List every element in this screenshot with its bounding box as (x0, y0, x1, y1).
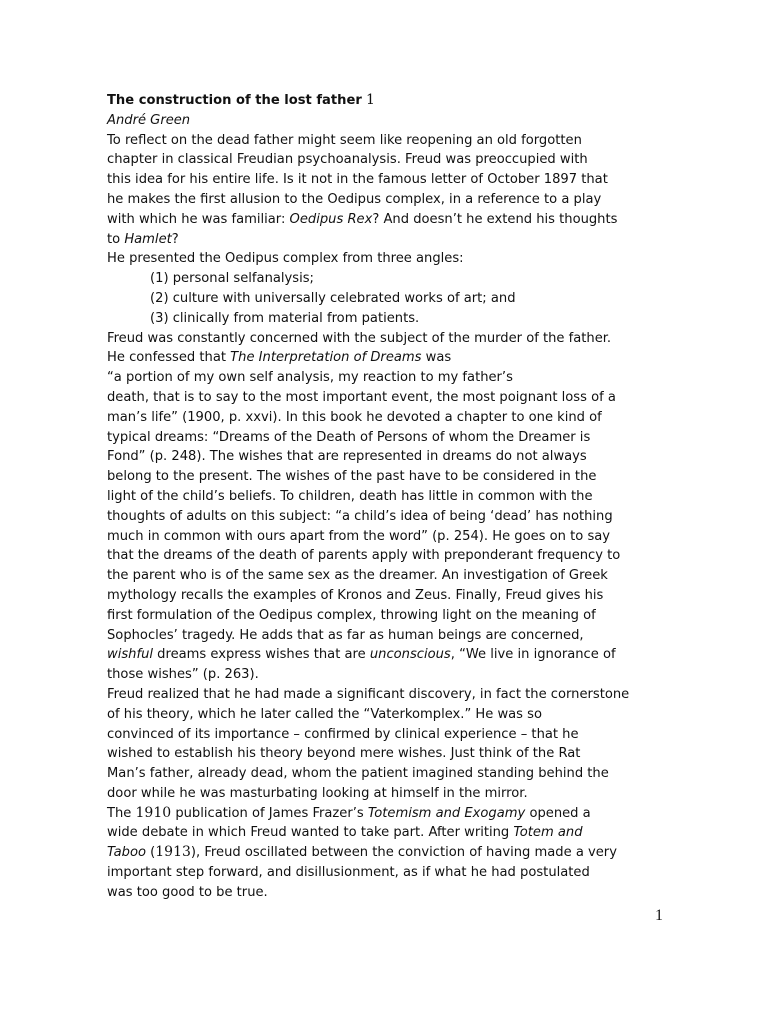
text-segment: 1913 (155, 844, 191, 861)
text-line (107, 527, 627, 547)
text-segment: (3) clinically from material from patients. (150, 310, 420, 326)
text-segment: thoughts of adults on this subject: “a child’s idea of being ‘dead’ has nothing (107, 508, 613, 524)
italic-text: unconscious (369, 647, 451, 663)
text-segment: he makes the first allusion to the Oedipus complex, in a reference to a play (107, 191, 602, 207)
text-segment: ), Freud oscillated between the conviction of having made a very (190, 845, 617, 861)
text-line (107, 428, 627, 448)
text-line (107, 368, 627, 388)
italic-text: wishful (107, 647, 154, 663)
text-segment: the parent who is of the same sex as the dreamer. An investigation of Greek (107, 568, 608, 584)
text-segment: death, that is to say to the most important event, the most poignant loss of a (107, 389, 616, 405)
text-segment: To reflect on the dead father might seem like reopening an old forgotten (107, 132, 582, 148)
author-name: André Green (107, 112, 191, 128)
text-line (107, 131, 627, 151)
text-segment: that the dreams of the death of parents apply with preponderant frequency to (107, 548, 621, 564)
text-segment: of his theory, which he later called the “Vaterkomplex.” He was so (107, 706, 543, 722)
text-line (107, 487, 627, 507)
text-line (107, 348, 627, 368)
text-segment: important step forward, and disillusionment, as if what he had postulated (107, 865, 590, 881)
document-title: The construction of the lost father (107, 93, 362, 108)
text-segment: those wishes” (p. 263). (107, 667, 259, 683)
text-segment: convinced of its importance – confirmed by clinical experience – that he (107, 726, 579, 742)
text-line (107, 883, 627, 903)
text-line (107, 804, 627, 824)
text-segment: publication of James Frazer’s (171, 805, 368, 821)
italic-text: Totem and (513, 825, 583, 841)
text-segment: opened a (525, 805, 591, 821)
text-line (107, 329, 627, 349)
text-segment: (1) personal selfanalysis; (150, 271, 314, 287)
text-line (107, 566, 627, 586)
text-line (107, 249, 627, 269)
italic-text: The Interpretation of Dreams (230, 350, 422, 366)
text-line (107, 606, 627, 626)
text-line (107, 467, 627, 487)
text-segment: was too good to be true. (107, 884, 268, 900)
text-segment: light of the child’s beliefs. To children, death has little in common with the (107, 488, 593, 504)
text-segment: Freud was constantly concerned with the subject of the murder of the father. (107, 330, 612, 346)
text-line (107, 685, 630, 705)
text-segment: , “We live in ignorance of (450, 647, 616, 663)
text-line (107, 546, 627, 566)
text-line (107, 507, 627, 527)
text-segment: belong to the present. The wishes of the past have to be considered in the (107, 469, 597, 485)
text-line (107, 843, 627, 863)
text-segment: Freud realized that he had made a significant discovery, in fact the cornerstone (107, 686, 630, 702)
text-segment: door while he was masturbating looking at himself in the mirror. (107, 785, 528, 801)
text-line (107, 725, 627, 745)
text-line (107, 289, 627, 309)
text-line (107, 784, 627, 804)
text-line (107, 764, 627, 784)
text-line (107, 705, 627, 725)
text-line (107, 863, 627, 883)
text-segment: The (107, 805, 136, 821)
text-segment: “a portion of my own self analysis, my reaction to my father’s (107, 370, 513, 386)
text-line (107, 408, 627, 428)
text-segment: wished to establish his theory beyond mere wishes. Just think of the Rat (107, 746, 581, 762)
text-segment: He confessed that (107, 350, 231, 366)
text-line (107, 665, 627, 685)
text-segment: with which he was familiar: (107, 211, 290, 227)
text-line (107, 309, 627, 329)
text-line (107, 190, 627, 210)
text-line (107, 150, 627, 170)
text-segment: ( (145, 845, 156, 861)
text-segment: much in common with ours apart from the word” (p. 254). He goes on to say (107, 528, 611, 544)
text-segment: was (421, 350, 452, 366)
title-line (107, 91, 627, 111)
text-segment: dreams express wishes that are (153, 647, 370, 663)
text-segment: Fond” (p. 248). The wishes that are represented in dreams do not always (107, 449, 587, 465)
text-segment: wide debate in which Freud wanted to take part. After writing (107, 825, 514, 841)
title-footnote-marker: 1 (365, 92, 375, 108)
text-line (107, 388, 627, 408)
text-segment: He presented the Oedipus complex from three angles: (107, 251, 464, 267)
body-paragraphs (107, 131, 630, 903)
italic-text: Totemism and Exogamy (367, 805, 526, 821)
text-segment: ? (171, 231, 179, 247)
italic-text: Oedipus Rex (289, 211, 373, 227)
text-segment: Sophocles’ tragedy. He adds that as far as human beings are concerned, (107, 627, 584, 643)
text-line (107, 744, 627, 764)
text-segment: Man’s father, already dead, whom the patient imagined standing behind the (107, 766, 609, 782)
text-segment: 1910 (135, 804, 172, 821)
text-line (107, 170, 627, 190)
text-line (107, 626, 627, 646)
italic-text: Taboo (107, 845, 146, 861)
text-line (107, 645, 627, 665)
text-segment: chapter in classical Freudian psychoanalysis. Freud was preoccupied with (107, 152, 588, 168)
text-segment: mythology recalls the examples of Kronos and Zeus. Finally, Freud gives his (107, 587, 604, 603)
page-number: 1 (655, 907, 663, 924)
text-segment: ? And doesn’t he extend his thoughts (372, 211, 618, 227)
text-line (107, 230, 627, 250)
text-segment: typical dreams: “Dreams of the Death of Persons of whom the Dreamer is (107, 429, 591, 445)
text-segment: man’s life” (1900, p. xxvi). In this book he devoted a chapter to one kind of (107, 409, 602, 425)
text-line (107, 586, 627, 606)
document-body (107, 91, 630, 903)
text-line (107, 823, 627, 843)
italic-text: Hamlet (124, 231, 172, 247)
text-segment: first formulation of the Oedipus complex, throwing light on the meaning of (107, 607, 596, 623)
text-segment: this idea for his entire life. Is it not in the famous letter of October 1897 that (107, 172, 608, 188)
text-line (107, 210, 627, 230)
text-line (107, 447, 627, 467)
text-segment: (2) culture with universally celebrated works of art; and (150, 290, 516, 306)
text-segment: to (107, 231, 125, 247)
text-line (107, 269, 627, 289)
